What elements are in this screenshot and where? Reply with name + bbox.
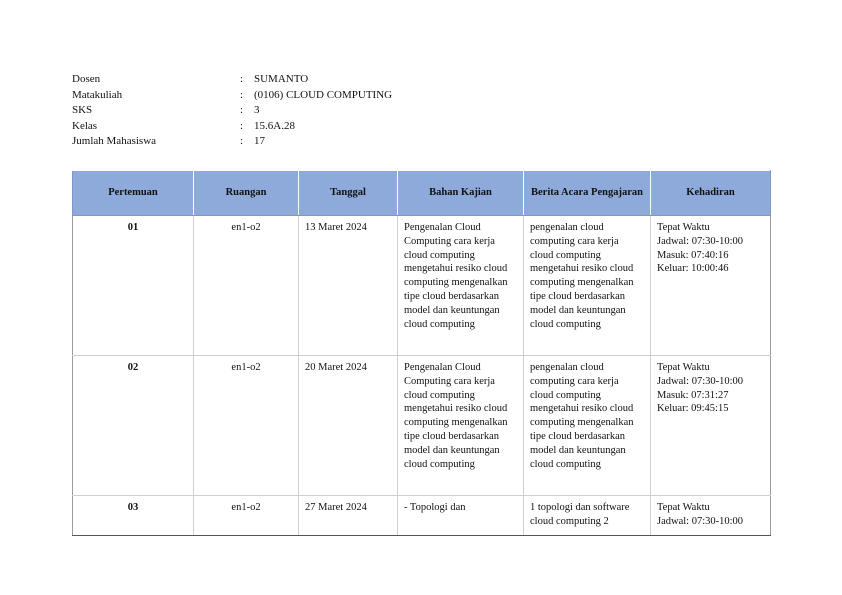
meta-colon: : <box>240 88 244 101</box>
meta-colon: : <box>240 104 244 116</box>
header-ruangan: Ruangan <box>194 171 299 216</box>
cell-berita-acara: 1 topologi dan software cloud computing 2 <box>524 496 651 536</box>
meta-label: Kelas <box>72 119 98 132</box>
cell-ruangan: en1-o2 <box>194 496 299 536</box>
kehadiran-status: Tepat Waktu <box>657 502 710 513</box>
meta-row-dosen <box>72 72 392 88</box>
kehadiran-masuk: Masuk: 07:31:27 <box>657 389 729 401</box>
meta-colon: : <box>240 135 244 147</box>
kehadiran-masuk: Masuk: 07:40:16 <box>657 249 729 261</box>
cell-kehadiran <box>651 496 771 536</box>
cell-tanggal: 13 Maret 2024 <box>299 216 398 356</box>
meta-value: (0106) CLOUD COMPUTING <box>254 88 393 101</box>
cell-berita-acara: pengenalan cloud computing cara kerja cloud computing mengetahui resiko cloud computing mengenalkan tipe cloud berdasarkan model dan keuntungan cloud computing <box>524 216 651 356</box>
meta-label: Matakuliah <box>72 88 123 101</box>
cell-tanggal: 20 Maret 2024 <box>299 356 398 496</box>
cell-berita-acara: pengenalan cloud computing cara kerja cloud computing mengetahui resiko cloud computing mengenalkan tipe cloud berdasarkan model dan keuntungan cloud computing <box>524 356 651 496</box>
table-row <box>73 216 771 356</box>
kehadiran-status: Tepat Waktu <box>657 362 710 373</box>
cell-bahan-kajian: Pengenalan Cloud Computing cara kerja cloud computing mengetahui resiko cloud computing mengenalkan tipe cloud berdasarkan model dan keuntungan cloud computing <box>398 356 524 496</box>
kehadiran-status: Tepat Waktu <box>657 222 710 233</box>
meta-value: 3 <box>254 104 260 116</box>
meta-label: Jumlah Mahasiswa <box>72 135 157 147</box>
cell-bahan-kajian: - Topologi dan <box>398 496 524 536</box>
header-pertemuan: Pertemuan <box>73 171 194 216</box>
meta-colon: : <box>240 119 244 132</box>
header-berita-acara: Berita Acara Pengajaran <box>524 171 651 216</box>
table-row <box>73 496 771 536</box>
meta-value: 17 <box>254 135 265 147</box>
kehadiran-jadwal: Jadwal: 07:30-10:00 <box>657 375 744 387</box>
cell-pertemuan: 01 <box>73 216 194 356</box>
kehadiran-keluar: Keluar: 10:00:46 <box>657 263 729 275</box>
meta-label: Dosen <box>72 73 101 85</box>
meta-label: SKS <box>72 104 93 116</box>
cell-bahan-kajian: Pengenalan Cloud Computing cara kerja cloud computing mengetahui resiko cloud computing mengenalkan tipe cloud berdasarkan model dan keuntungan cloud computing <box>398 216 524 356</box>
cell-tanggal: 27 Maret 2024 <box>299 496 398 536</box>
kehadiran-jadwal: Jadwal: 07:30-10:00 <box>657 235 744 247</box>
table-header-row <box>73 171 771 216</box>
cell-kehadiran <box>651 216 771 356</box>
course-info <box>72 72 392 150</box>
kehadiran-jadwal: Jadwal: 07:30-10:00 <box>657 515 744 527</box>
header-bahan-kajian: Bahan Kajian <box>398 171 524 216</box>
attendance-table <box>72 170 771 536</box>
meta-value: SUMANTO <box>254 73 309 85</box>
cell-pertemuan: 03 <box>73 496 194 536</box>
header-kehadiran: Kehadiran <box>651 171 771 216</box>
meta-row-matakuliah <box>72 88 392 104</box>
cell-ruangan: en1-o2 <box>194 216 299 356</box>
table-row <box>73 356 771 496</box>
cell-ruangan: en1-o2 <box>194 356 299 496</box>
meta-row-jumlah-mahasiswa <box>72 134 392 150</box>
meta-row-sks <box>72 103 392 119</box>
cell-pertemuan: 02 <box>73 356 194 496</box>
meta-colon: : <box>240 73 244 85</box>
meta-row-kelas <box>72 119 392 135</box>
header-tanggal: Tanggal <box>299 171 398 216</box>
kehadiran-keluar: Keluar: 09:45:15 <box>657 403 729 415</box>
meta-value: 15.6A.28 <box>254 119 295 132</box>
cell-kehadiran <box>651 356 771 496</box>
